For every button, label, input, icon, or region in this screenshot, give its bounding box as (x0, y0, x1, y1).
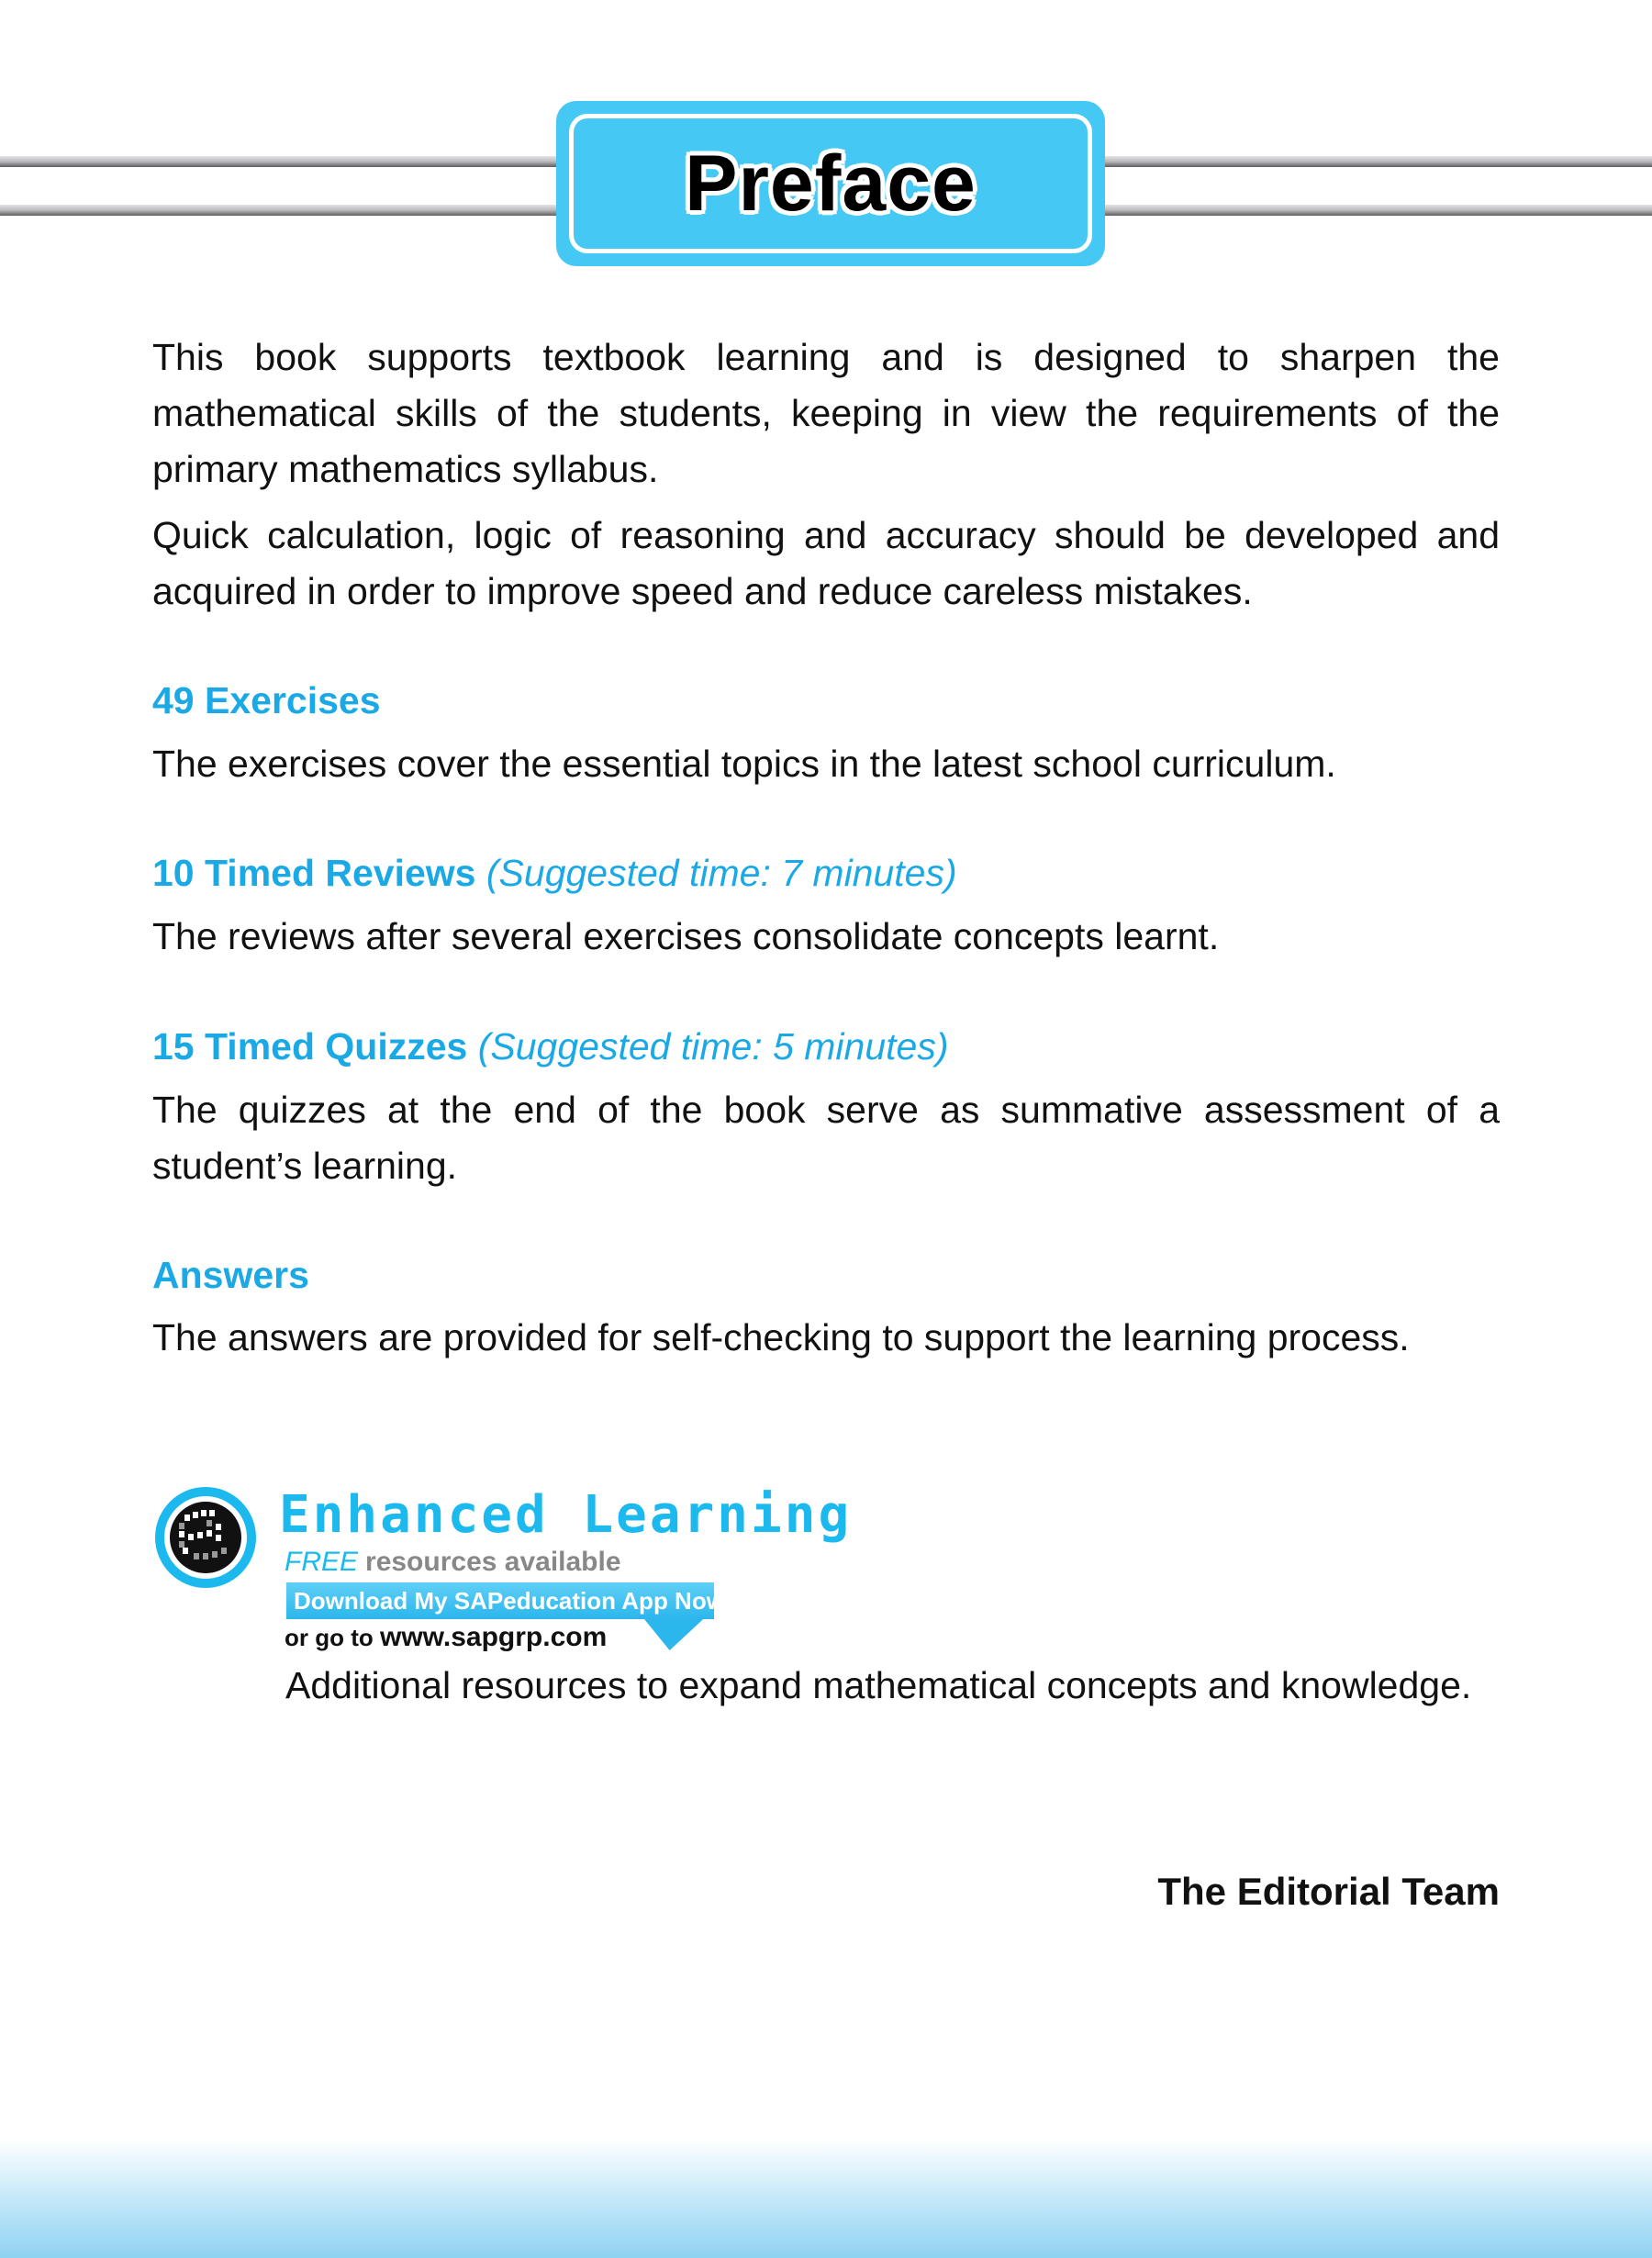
section-heading-reviews: 10 Timed Reviews (Suggested time: 7 minutes) (152, 852, 957, 894)
signature: The Editorial Team (1157, 1870, 1500, 1913)
intro-paragraph-2: Quick calculation, logic of reasoning and accuracy should be developed and acquired in order to improve speed and reduce careless mistakes. (152, 514, 1500, 612)
suggested-time-quizzes: (Suggested time: 5 minutes) (477, 1025, 949, 1068)
section-heading-quizzes: 15 Timed Quizzes (Suggested time: 5 minutes) (152, 1025, 949, 1068)
website-link[interactable]: or go to www.sapgrp.com (285, 1622, 608, 1652)
download-app-banner[interactable]: Download My SAPeducation App Now! (286, 1582, 714, 1619)
enhanced-learning-logo-icon (151, 1483, 260, 1592)
section-heading-exercises: 49 Exercises (152, 679, 381, 721)
section-body-answers: The answers are provided for self-checking to support the learning process. (152, 1316, 1410, 1358)
intro-paragraph-1: This book supports textbook learning and is designed to sharpen the mathematical skills of the students, keeping in view the requirements of the primary mathematics syllabus. (152, 336, 1500, 490)
enhanced-learning-description: Additional resources to expand mathematical concepts and knowledge. (285, 1664, 1472, 1706)
footer-gradient (0, 2139, 1652, 2258)
section-heading-answers: Answers (152, 1254, 309, 1296)
page-title: Preface (685, 139, 977, 228)
banner-tail (624, 1617, 706, 1650)
section-body-quizzes: The quizzes at the end of the book serve as summative assessment of a student’s learning. (152, 1089, 1500, 1187)
enhanced-learning-title: Enhanced Learning (279, 1485, 853, 1545)
suggested-time-reviews: (Suggested time: 7 minutes) (486, 852, 957, 894)
section-body-exercises: The exercises cover the essential topics in the latest school curriculum. (152, 743, 1336, 785)
title-box (556, 101, 1105, 266)
section-body-reviews: The reviews after several exercises consolidate concepts learnt. (152, 915, 1220, 957)
free-resources-text: FREE resources available (285, 1547, 621, 1577)
